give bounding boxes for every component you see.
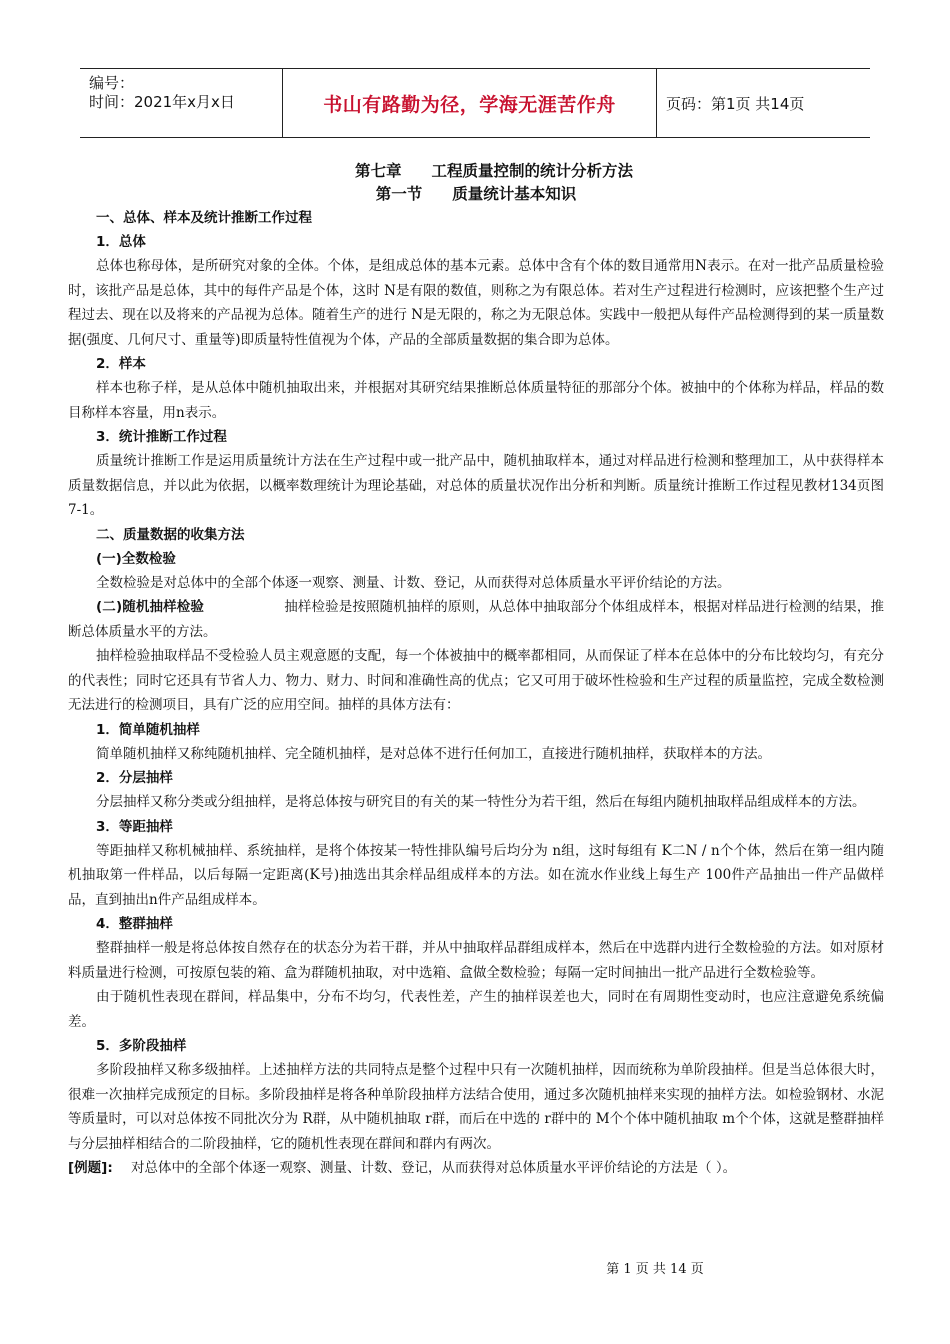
paragraph-inference: 质量统计推断工作是运用质量统计方法在生产过程中或一批产品中，随机抽取样本，通过对样品进行检测和整理加工，从中获得样本质量数据信息，并以此为依据，以概率数理统计为理论基础，对总体的质量状况作出分析和判断。质量统计推断工作过程见教材134页图7-1。 <box>68 453 884 518</box>
paragraph-random-sampling <box>68 595 884 644</box>
section-name: 质量统计基本知识 <box>452 185 577 203</box>
paragraph-full-inspection: 全数检验是对总体中的全部个体逐一观察、测量、计数、登记，从而获得对总体质量水平评价结论的方法。 <box>96 574 731 591</box>
paragraph-stratified: 分层抽样又称分类或分组抽样，是将总体按与研究目的有关的某一特性分为若干组，然后在每组内随机抽取样品组成样本的方法。 <box>96 794 866 810</box>
paragraph-simple-random: 简单随机抽样又称纯随机抽样、完全随机抽样，是对总体不进行任何加工，直接进行随机抽样，获取样本的方法。 <box>96 745 771 762</box>
paragraph-systematic: 等距抽样又称机械抽样、系统抽样，是将个体按某一特性排队编号后均分为 n组，这时每组有 K二N / n个个体，然后在第一组内随机抽取第一件样品，以后每隔一定距离(K号)抽选出其余样品组成样本的方法。如在流水作业线上每生产 100件产品抽出一件产品做样品，直到抽出n件产品组成样本。 <box>68 842 884 908</box>
heading-systematic: 3．等距抽样 <box>96 818 173 835</box>
document-number-label: 编号： <box>89 74 135 92</box>
paragraph-multistage: 多阶段抽样又称多级抽样。上述抽样方法的共同特点是整个过程中只有一次随机抽样，因而统称为单阶段抽样。但是当总体很大时，很难一次抽样完成预定的目标。多阶段抽样是将各种单阶段抽样方法结合使用，通过多次随机抽样来实现的抽样方法。如检验钢材、水泥等质量时，可以对总体按不同批次分为 R群，从中随机抽取 r群，而后在中选的 r群中的 M个个体中随机抽取 m个个体，这就是整群抽样与分层抽样相结合的二阶段抽样，它的随机性表现在群间和群内有两次。 <box>68 1062 884 1152</box>
random-sampling-text: 抽样检验是按照随机抽样的原则，从总体中抽取部分个体组成样本，根据对样品进行检测的结果，推断总体质量水平的方法。 <box>68 599 885 640</box>
example-question <box>68 1156 884 1180</box>
section-title <box>68 183 884 206</box>
heading-simple-random: 1．简单随机抽样 <box>96 721 200 738</box>
example-label: [例题]: <box>68 1160 113 1176</box>
heading-cluster: 4．整群抽样 <box>96 916 173 932</box>
chapter-name: 工程质量控制的统计分析方法 <box>431 162 634 180</box>
chapter-title <box>68 160 884 183</box>
document-body <box>68 160 884 1180</box>
header-motto: 书山有路勤为径，学海无涯苦作舟 <box>323 93 616 116</box>
paragraph-cluster-2: 由于随机性表现在群间，样品集中，分布不均匀，代表性差，产生的抽样误差也大，同时在有周期性变动时，也应注意避免系统偏差。 <box>68 989 884 1030</box>
header-left-cell <box>80 69 283 137</box>
header-page-cell <box>657 69 870 137</box>
paragraph-random-sampling-2: 抽样检验抽取样品不受检验人员主观意愿的支配，每一个体被抽中的概率都相同，从而保证了样本在总体中的分布比较均匀，有充分的代表性；同时它还具有节省人力、物力、财力、时间和准确性高的优点；它又可用于破坏性检验和生产过程的质量监控，完成全数检测无法进行的检测项目，具有广泛的应用空间。抽样的具体方法有： <box>68 648 884 713</box>
header-motto-cell <box>283 69 657 137</box>
heading-inference: 3．统计推断工作过程 <box>96 429 227 445</box>
paragraph-sample: 样本也称子样，是从总体中随机抽取出来，并根据对其研究结果推断总体质量特征的那部分个体。被抽中的个体称为样品，样品的数目称样本容量，用n表示。 <box>68 380 884 421</box>
heading-random-sampling: (二)随机抽样检验 <box>96 599 205 615</box>
heading-multistage: 5．多阶段抽样 <box>96 1038 187 1054</box>
section-number: 第一节 <box>375 185 423 203</box>
page-header <box>80 68 870 138</box>
paragraph-cluster: 整群抽样一般是将总体按自然存在的状态分为若干群，并从中抽取样品群组成样本，然后在中选群内进行全数检验的方法。如对原材料质量进行检测，可按原包装的箱、盒为群随机抽取，对中选箱、盒做全数检验；每隔一定时间抽出一批产品进行全数检验等。 <box>68 940 884 981</box>
document-date-label: 时间：2021年x月x日 <box>89 93 235 111</box>
heading-full-inspection: (一)全数检验 <box>96 550 176 567</box>
example-text: 对总体中的全部个体逐一观察、测量、计数、登记，从而获得对总体质量水平评价结论的方法是（ ）。 <box>131 1160 737 1176</box>
heading-population: 1．总体 <box>96 234 146 250</box>
header-page-number: 页码：第1页 共14页 <box>666 94 805 113</box>
page-footer: 第 1 页 共 14 页 <box>606 1262 704 1277</box>
chapter-number: 第七章 <box>354 162 402 180</box>
paragraph-population: 总体也称母体，是所研究对象的全体。个体，是组成总体的基本元素。总体中含有个体的数目通常用N表示。在对一批产品质量检验时，该批产品是总体，其中的每件产品是个体，这时 N是有限的数值，则称之为有限总体。若对生产过程进行检测时，应该把整个生产过程过去、现在以及将来的产品视为总体。随着生产的进行 N是无限的，称之为无限总体。实践中一般把从每件产品检测得到的某一质量数据(强度、几何尺寸、重量等)即质量特性值视为个体，产品的全部质量数据的集合即为总体。 <box>68 258 884 348</box>
heading-population-sample: 一、总体、样本及统计推断工作过程 <box>96 210 312 226</box>
heading-sample: 2．样本 <box>96 356 146 372</box>
heading-stratified: 2．分层抽样 <box>96 770 173 786</box>
heading-data-collection: 二、质量数据的收集方法 <box>96 526 245 543</box>
